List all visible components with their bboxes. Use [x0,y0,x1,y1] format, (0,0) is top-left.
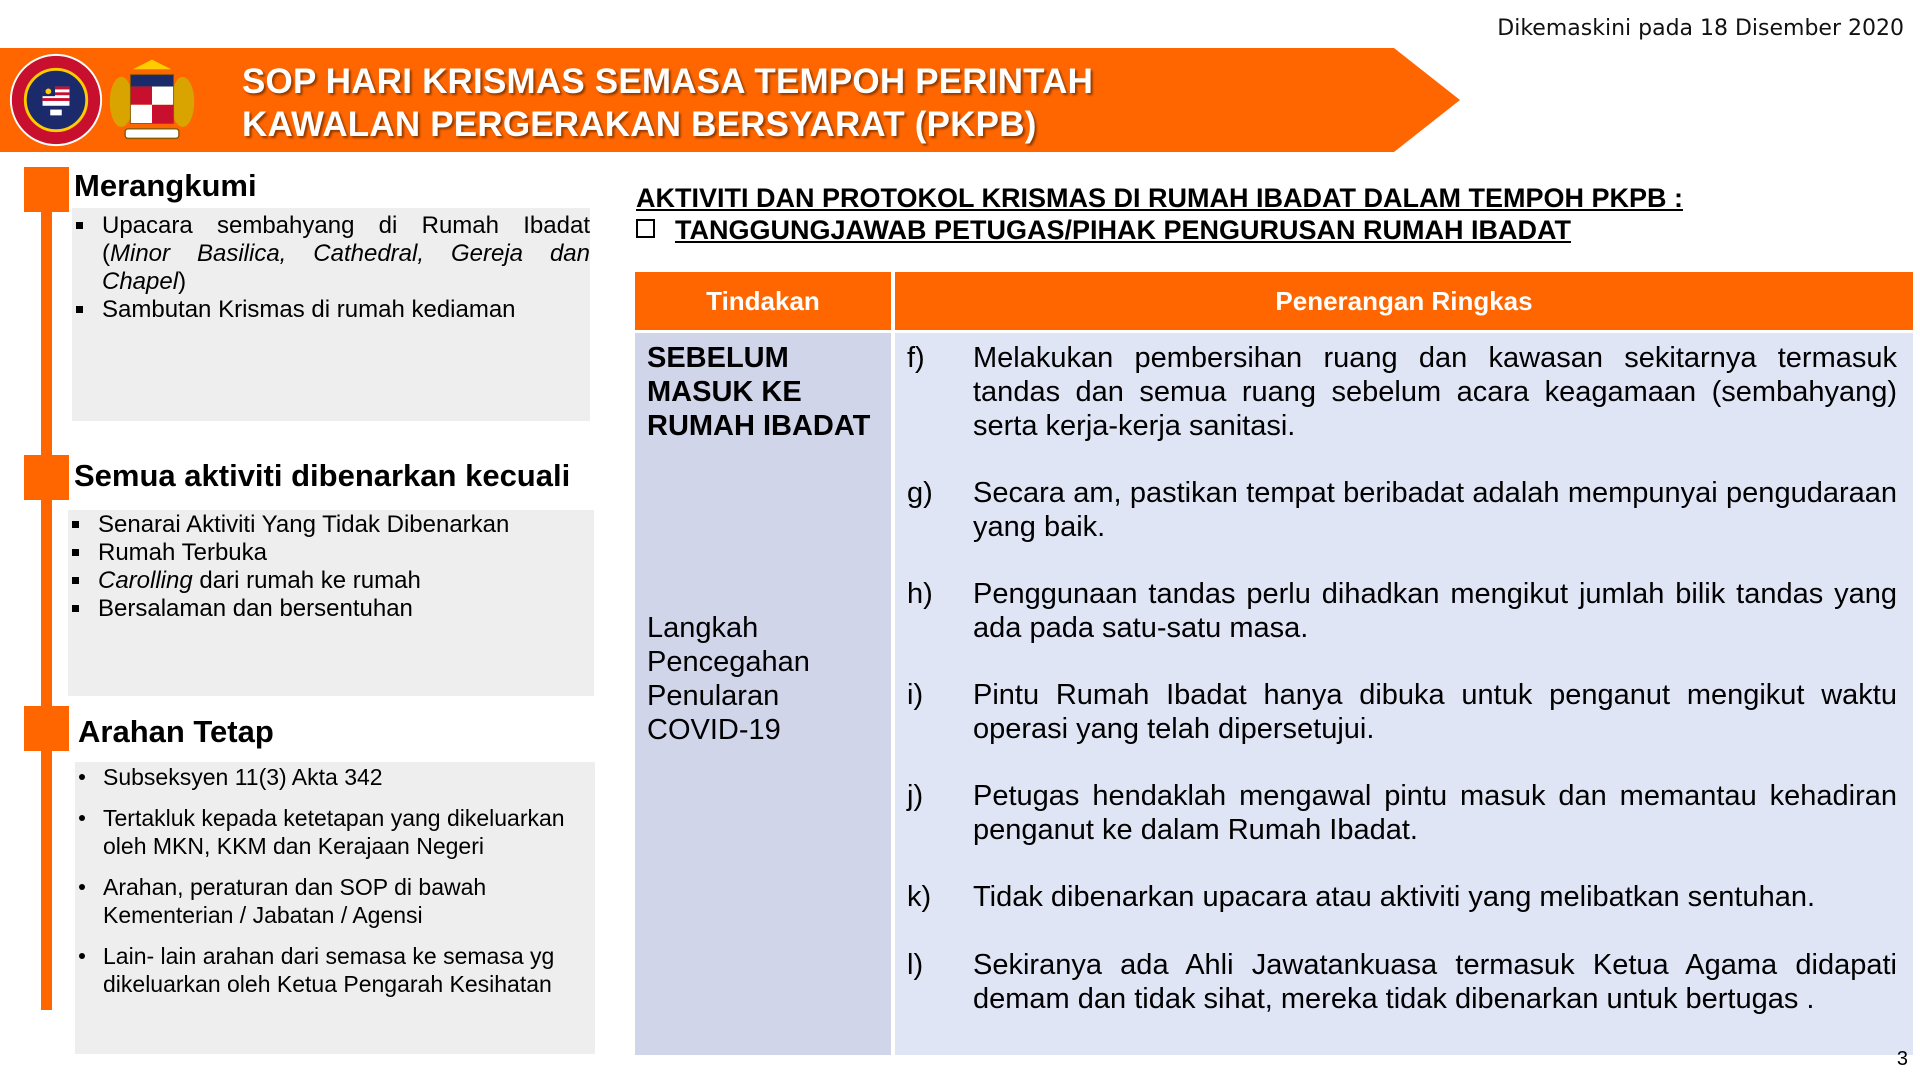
list-item: Lain- lain arahan dari semasa ke semasa yg dikeluarkan oleh Ketua Pengarah Kesihatan [75,942,585,998]
list-item: Bersalaman dan bersentuhan [68,595,594,623]
protocol-item: l) Sekiranya ada Ahli Jawatankuasa termasuk Ketua Agama didapati demam dan tidak sihat, mereka tidak dibenarkan untuk bertugas . [907,949,1897,1015]
table-header-tindakan: Tindakan [635,272,891,330]
main-heading: AKTIVITI DAN PROTOKOL KRISMAS DI RUMAH IBADAT DALAM TEMPOH PKPB : [636,183,1683,213]
table-header-penerangan: Penerangan Ringkas [895,272,1913,330]
panel-arahan-tetap [75,762,595,1054]
list-item: Tertakluk kepada ketetapan yang dikeluarkan oleh MKN, KKM dan Kerajaan Negeri [75,804,585,860]
section-title-kecuali: Semua aktiviti dibenarkan kecuali [74,458,571,493]
list-item: Senarai Aktiviti Yang Tidak Dibenarkan [68,511,594,539]
protocol-item: i) Pintu Rumah Ibadat hanya dibuka untuk penganut mengikut waktu operasi yang telah dipersetujui. [907,679,1897,745]
section-marker [24,167,69,212]
panel-merangkumi [72,208,590,421]
section-marker [24,455,69,500]
protocol-item: k) Tidak dibenarkan upacara atau aktiviti yang melibatkan sentuhan. [907,881,1816,913]
section-title-arahan-tetap: Arahan Tetap [78,714,274,749]
measure-label: Langkah Pencegahan Penularan COVID-19 [647,612,810,746]
coat-of-arms-icon [104,52,200,148]
protocol-item: f) Melakukan pembersihan ruang dan kawasan sekitarnya termasuk tandas dan semua ruang sebelum acara keagamaan (sembahyang) serta kerja-kerja sanitasi. [907,342,1897,442]
protocol-item: g) Secara am, pastikan tempat beribadat adalah mempunyai pengudaraan yang baik. [907,477,1897,543]
list-item: Subseksyen 11(3) Akta 342 [75,763,585,791]
timeline-rail [41,200,52,1010]
sub-heading: TANGGUNGJAWAB PETUGAS/PIHAK PENGURUSAN RUMAH IBADAT [636,215,1571,246]
penerangan-cell [895,333,1913,1055]
section-marker [24,706,69,751]
list-item: Sambutan Krismas di rumah kediaman [72,296,590,324]
phase-label: SEBELUM MASUK KE RUMAH IBADAT [647,342,871,442]
tindakan-cell [635,333,891,1055]
banner-title-line1: SOP HARI KRISMAS SEMASA TEMPOH PERINTAH [242,62,1094,101]
list-item: Carolling dari rumah ke rumah [68,567,594,595]
checkbox-icon [636,219,655,238]
protocol-item: j) Petugas hendaklah mengawal pintu masuk dan memantau kehadiran penganut ke dalam Rumah Ibadat. [907,780,1897,846]
list-item: Arahan, peraturan dan SOP di bawah Kementerian / Jabatan / Agensi [75,873,585,929]
banner-title [242,60,1093,146]
protocol-item: h) Penggunaan tandas perlu dihadkan mengikut jumlah bilik tandas yang ada pada satu-satu masa. [907,578,1897,644]
nsc-emblem-icon [8,52,104,148]
list-item: Rumah Terbuka [68,539,594,567]
list-item: Upacara sembahyang di Rumah Ibadat (Minor Basilica, Cathedral, Gereja dan Chapel) [72,212,590,296]
section-title-merangkumi: Merangkumi [74,168,257,203]
banner-title-line2: KAWALAN PERGERAKAN BERSYARAT (PKPB) [242,105,1037,144]
updated-date: Dikemaskini pada 18 Disember 2020 [1497,16,1904,41]
page-number: 3 [1896,1048,1908,1070]
panel-kecuali [68,510,594,696]
